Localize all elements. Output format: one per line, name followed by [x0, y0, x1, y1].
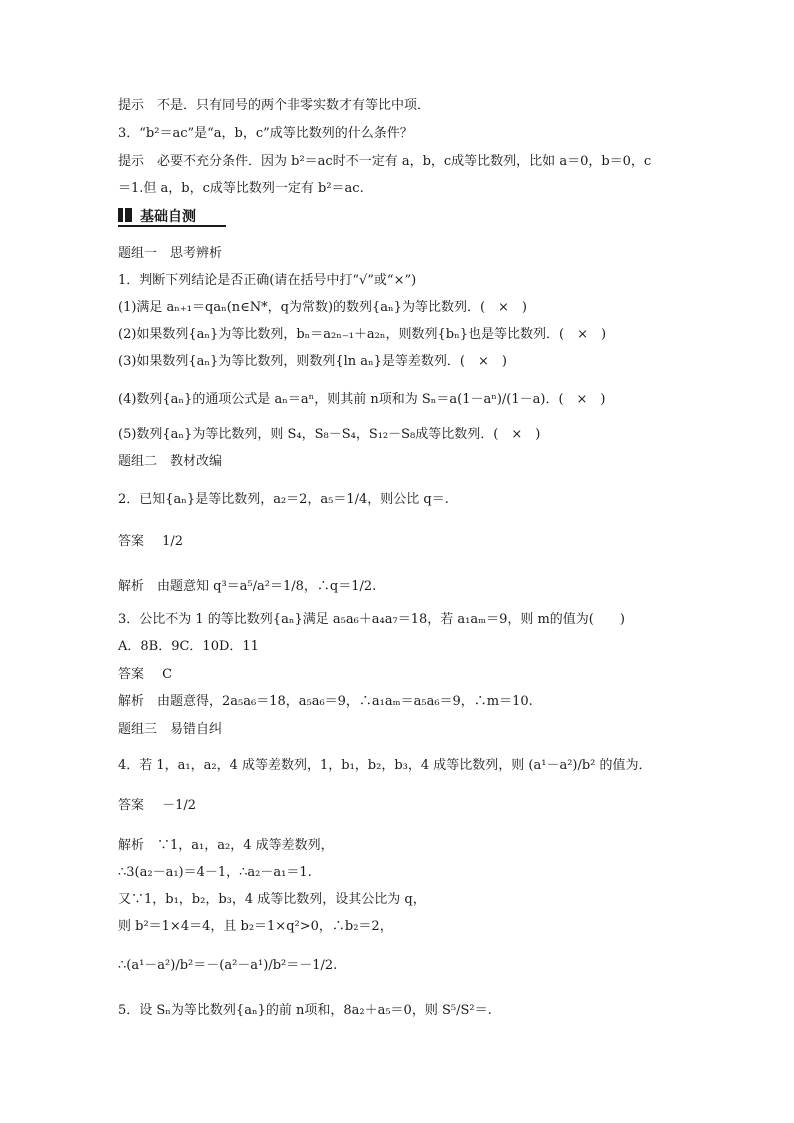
question-2-stem: 2．已知{aₙ}是等比数列，a₂＝2，a₅＝1/4，则公比 q＝. [118, 492, 449, 507]
section-title: 基础自测 [140, 209, 196, 225]
question-3-analysis: 解析 由题意得，2a₅a₆＝18，a₅a₆＝9，∴a₁aₘ＝a₅a₆＝9，∴m＝10. [118, 694, 533, 709]
answer-label: 答案 [118, 534, 145, 549]
section-banner [118, 204, 226, 226]
group-3-heading: 题组三 易错自纠 [118, 722, 223, 737]
question-4-analysis-line-3: 又∵1，b₁，b₂，b₃，4 成等比数列，设其公比为 q， [118, 892, 426, 907]
question-5-stem: 5．设 Sₙ为等比数列{aₙ}的前 n项和，8a₂＋a₅＝0，则 S⁵/S²＝. [118, 1003, 492, 1018]
question-1-item-2: (2)如果数列{aₙ}为等比数列，bₙ＝a₂ₙ₋₁＋a₂ₙ，则数列{bₙ}也是等比数列．( × ) [118, 327, 607, 342]
question-3-stem: 3．公比不为 1 的等比数列{aₙ}满足 a₅a₆＋a₄a₇＝18，若 a₁aₘ＝9，则 m的值为( ) [118, 612, 625, 627]
question-4-analysis-line-5: ∴(a¹－a²)/b²＝－(a²－a¹)/b²＝－1/2. [118, 958, 338, 973]
question-3-answer: C [162, 667, 173, 682]
answer-label: 答案 [118, 667, 145, 682]
question-1-item-5: (5)数列{aₙ}为等比数列，则 S₄，S₈－S₄，S₁₂－S₈成等比数列．( × ) [118, 427, 541, 442]
hint-3-line-1: 提示 必要不充分条件．因为 b²＝ac时不一定有 a，b，c成等比数列，比如 a＝0，b＝0，c [118, 154, 652, 169]
question-2-answer: 1/2 [162, 534, 184, 549]
question-4-analysis-line-1: 解析 ∵1，a₁，a₂，4 成等差数列， [118, 838, 334, 853]
section-square-icon [118, 208, 132, 222]
question-1-stem: 1．判断下列结论是否正确(请在括号中打“√”或“×”) [118, 273, 417, 288]
group-1-heading: 题组一 思考辨析 [118, 246, 223, 261]
question-3-answer-row [118, 667, 172, 683]
section-underline [118, 225, 226, 227]
hint-3-line-2: ＝1.但 a，b，c成等比数列一定有 b²＝ac. [118, 181, 364, 196]
question-2-answer-row [118, 534, 183, 550]
question-2-analysis: 解析 由题意知 q³＝a⁵/a²＝1/8，∴q＝1/2. [118, 579, 377, 594]
question-1-item-4: (4)数列{aₙ}的通项公式是 aₙ＝aⁿ，则其前 n项和为 Sₙ＝a(1－aⁿ)/(1－a)．( × ) [118, 392, 606, 407]
question-1-item-1: (1)满足 aₙ₊₁＝qaₙ(n∈N*，q为常数)的数列{aₙ}为等比数列．( × ) [118, 300, 527, 315]
question-3-options: A．8B．9C．10D．11 [118, 639, 259, 654]
question-3-intro: 3．“b²＝ac”是“a，b，c”成等比数列的什么条件？ [118, 126, 413, 141]
question-4-answer: －1/2 [162, 798, 197, 813]
group-2-heading: 题组二 教材改编 [118, 454, 223, 469]
question-4-analysis-line-4: 则 b²＝1×4＝4，且 b₂＝1×q²>0，∴b₂＝2， [118, 919, 393, 934]
question-4-stem: 4．若 1，a₁，a₂，4 成等差数列，1，b₁，b₂，b₃，4 成等比数列，则 (a¹－a²)/b² 的值为． [118, 758, 652, 773]
question-1-item-3: (3)如果数列{aₙ}为等比数列，则数列{ln aₙ}是等差数列．( × ) [118, 354, 507, 369]
question-4-analysis-line-2: ∴3(a₂－a₁)＝4－1，∴a₂－a₁＝1. [118, 865, 312, 880]
answer-label: 答案 [118, 798, 145, 813]
hint-1: 提示 不是．只有同号的两个非零实数才有等比中项． [118, 98, 431, 113]
question-4-answer-row [118, 798, 196, 814]
